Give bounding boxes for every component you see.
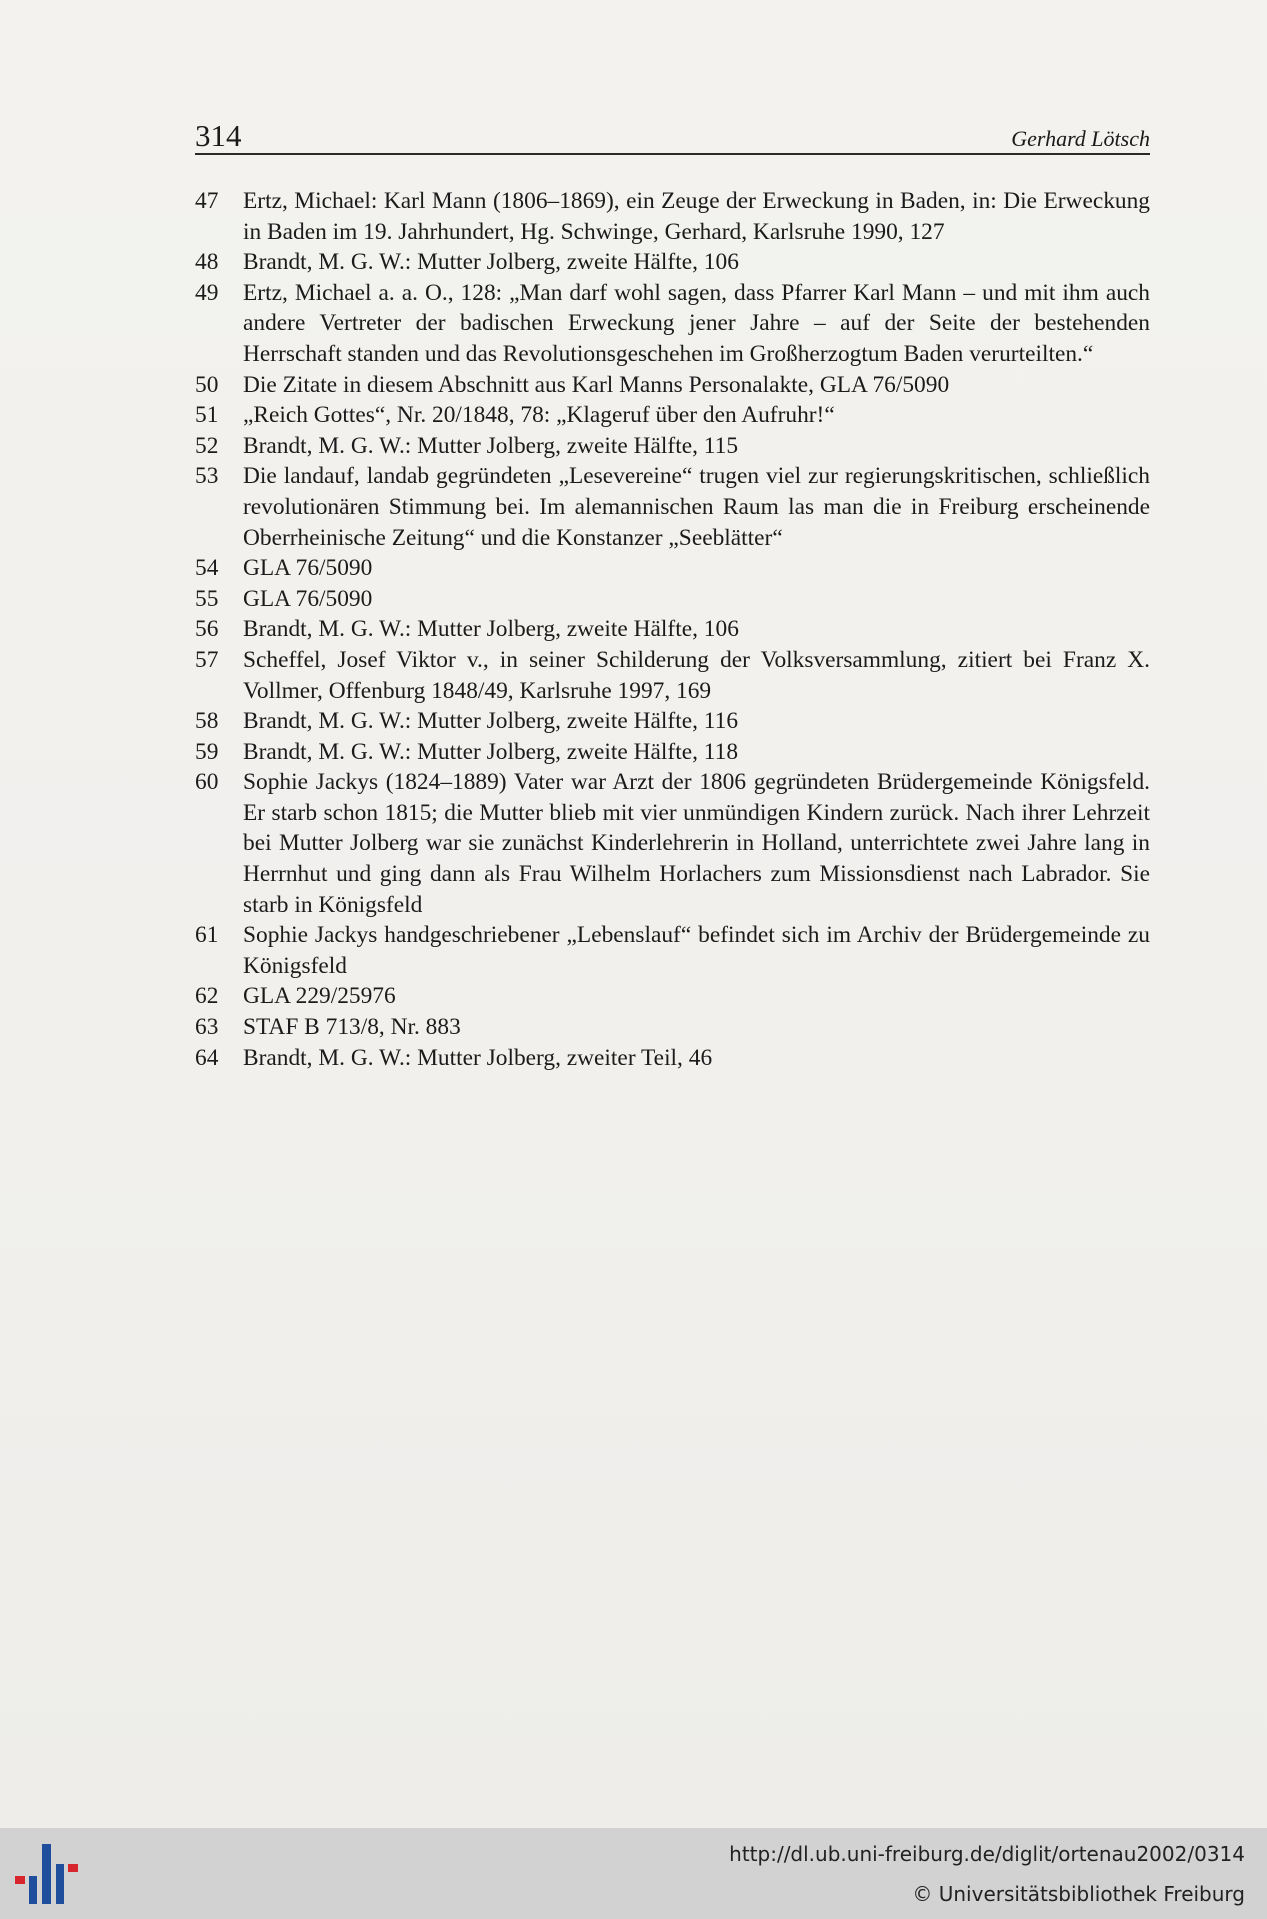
endnote-text: Brandt, M. G. W.: Mutter Jolberg, zweite Hälfte, 118: [243, 738, 739, 765]
endnote-text: GLA 229/25976: [243, 983, 396, 1010]
endnote: [195, 553, 1150, 584]
endnote-number: 56: [195, 616, 219, 643]
endnote: [195, 247, 1150, 278]
endnote-text: Die landauf, landab gegründeten „Lesevereine“ trugen viel zur regierungskritischen, schließlich revolutionären Stimmung bei. Im alemannischen Raum las man die in Freiburg erscheinende Oberrheinische Zeitung“ und die Konstanzer „Seeblätter“: [243, 463, 1150, 551]
endnote: [195, 584, 1150, 615]
endnote-text: Die Zitate in diesem Abschnitt aus Karl Manns Personalakte, GLA 76/5090: [243, 371, 950, 398]
endnote-text: Sophie Jackys (1824–1889) Vater war Arzt der 1806 gegründeten Brüdergemeinde Königsfeld. Er starb schon 1815; die Mutter blieb mit vier unmündigen Kindern zurück. Nach ihrer Lehrzeit bei Mutter Jolberg war sie zunächst Kinderlehrerin in Holland, unterrichtete zwei Jahre lang in Herrnhut und ging dann als Frau Wilhelm Horlachers zum Missionsdienst nach Labrador. Sie starb in Königsfeld: [243, 769, 1150, 918]
digital-library-footer: [0, 1828, 1267, 1919]
endnote-text: Ertz, Michael: Karl Mann (1806–1869), ein Zeuge der Erweckung in Baden, in: Die Erweckung in Baden im 19. Jahrhundert, Hg. Schwinge, Gerhard, Karlsruhe 1990, 127: [243, 188, 1150, 245]
endnote-text: Brandt, M. G. W.: Mutter Jolberg, zweiter Teil, 46: [243, 1044, 713, 1071]
endnote-number: 51: [195, 402, 219, 429]
permalink-url[interactable]: http://dl.ub.uni-freiburg.de/diglit/ortenau2002/0314: [729, 1842, 1245, 1866]
endnote: [195, 706, 1150, 737]
endnote-text: Ertz, Michael a. a. O., 128: „Man darf wohl sagen, dass Pfarrer Karl Mann – und mit ihm auch andere Vertreter der badischen Erweckung jener Jahre – auf der Seite der bestehenden Herrschaft standen und das Revolutionsgeschehen im Großherzogtum Baden verurteilten.“: [243, 279, 1150, 367]
endnote-number: 55: [195, 585, 219, 612]
endnote-number: 53: [195, 463, 219, 490]
endnote-text: STAF B 713/8, Nr. 883: [243, 1014, 461, 1041]
endnote-number: 50: [195, 371, 219, 398]
endnote-text: GLA 76/5090: [243, 585, 373, 612]
endnotes-list: [195, 186, 1150, 1073]
running-head-author: Gerhard Lötsch: [1011, 126, 1150, 151]
endnote: [195, 614, 1150, 645]
endnote-number: 63: [195, 1014, 219, 1041]
endnote: [195, 1043, 1150, 1074]
endnote: [195, 645, 1150, 706]
endnote: [195, 431, 1150, 462]
endnote-number: 52: [195, 432, 219, 459]
header-rule: [195, 153, 1150, 155]
endnote: [195, 920, 1150, 981]
endnote: [195, 370, 1150, 401]
page-number: 314: [195, 118, 242, 153]
endnote: [195, 461, 1150, 553]
endnote: [195, 400, 1150, 431]
endnote-number: 47: [195, 188, 219, 214]
endnote-number: 60: [195, 769, 219, 796]
endnote: [195, 981, 1150, 1012]
endnote-number: 48: [195, 249, 219, 276]
endnote-number: 59: [195, 738, 219, 765]
library-logo-icon: [15, 1840, 79, 1908]
endnote-text: Sophie Jackys handgeschriebener „Lebenslauf“ befindet sich im Archiv der Brüdergemeinde zu Königsfeld: [243, 922, 1150, 979]
endnote: [195, 1012, 1150, 1043]
endnote-text: Scheffel, Josef Viktor v., in seiner Schilderung der Volksversammlung, zitiert bei Franz X. Vollmer, Offenburg 1848/49, Karlsruhe 1997, 169: [243, 646, 1150, 704]
endnote: [195, 767, 1150, 920]
endnote-number: 62: [195, 983, 219, 1010]
endnote-number: 54: [195, 555, 219, 582]
endnote-text: Brandt, M. G. W.: Mutter Jolberg, zweite Hälfte, 115: [243, 432, 739, 459]
endnote-number: 61: [195, 922, 219, 949]
endnote-number: 64: [195, 1044, 219, 1071]
endnote-text: Brandt, M. G. W.: Mutter Jolberg, zweite Hälfte, 116: [243, 708, 739, 735]
endnote: [195, 186, 1150, 247]
endnote: [195, 278, 1150, 370]
endnote: [195, 737, 1150, 768]
endnote-text: „Reich Gottes“, Nr. 20/1848, 78: „Klageruf über den Aufruhr!“: [243, 402, 835, 429]
endnote-number: 57: [195, 646, 219, 673]
endnote-number: 49: [195, 279, 219, 306]
copyright-notice: © Universitätsbibliothek Freiburg: [912, 1882, 1245, 1906]
page-header: [195, 117, 1150, 155]
endnote-number: 58: [195, 708, 219, 735]
endnote-text: GLA 76/5090: [243, 555, 373, 582]
endnote-text: Brandt, M. G. W.: Mutter Jolberg, zweite Hälfte, 106: [243, 249, 739, 276]
endnote-text: Brandt, M. G. W.: Mutter Jolberg, zweite Hälfte, 106: [243, 616, 739, 643]
